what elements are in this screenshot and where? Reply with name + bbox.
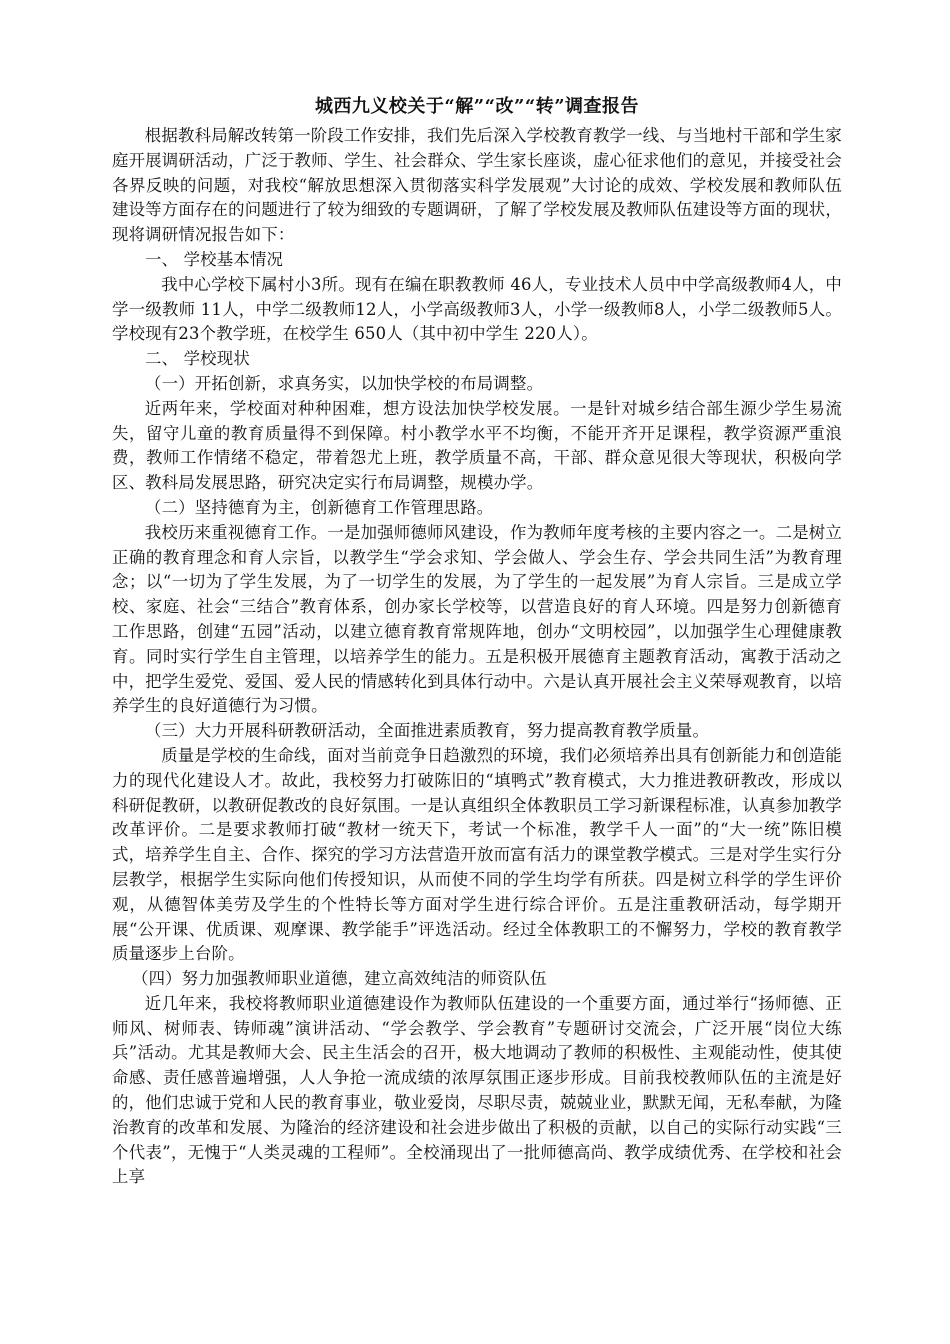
section-basic-info-body: 我中心学校下属村小3所。现有在编在职教教师 46人，专业技术人员中中学高级教师4人，中学一级教师 11人，中学二级教师12人，小学高级教师3人，小学一级教师8人，小学二级教师5人。学校现有23个教学班，在校学生 650人（其中初中学生 220人）。: [112, 274, 842, 344]
section-heading-current-status: 二、 学校现状: [145, 349, 250, 369]
subsection-heading-2: （二）坚持德育为主，创新德育工作管理思路。: [145, 497, 494, 517]
subsection-body-1: 近两年来，学校面对种种困难，想方设法加快学校发展。一是针对城乡结合部生源少学生易流失，留守儿童的教育质量得不到保障。村小教学水平不均衡，不能开齐开足课程，教学资源严重浪费，教师工作情绪不稳定，带着怨尤上班，教学质量不高，干部、群众意见很大等现状，积极向学区、教科局发展思路，研究决定实行布局调整，规模办学。: [112, 398, 842, 493]
subsection-heading-4: （四）努力加强教师职业道德，建立高效纯洁的师资队伍: [132, 969, 547, 989]
document-page: [112, 94, 842, 1190]
subsection-body-3: 质量是学校的生命线，面对当前竞争日趋激烈的环境，我们必须培养出具有创新能力和创造能力的现代化建设人才。故此，我校努力打破陈旧的“填鸭式”教育模式，大力推进教研教改，形成以科研促教研，以教研促教改的良好氛围。一是认真组织全体教职员工学习新课程标准，认真参加教学改革评价。二是要求教师打破“教材一统天下，考试一个标准，教学千人一面”的“大一统”陈旧模式，培养学生自主、合作、探究的学习方法营造开放而富有活力的课堂教学模式。三是对学生实行分层教学，根据学生实际向他们传授知识，从而使不同的学生均学有所获。四是树立科学的学生评价观，从德智体美劳及学生的个性特长等方面对学生进行综合评价。五是注重教研活动，每学期开展“公开课、优质课、观摩课、教学能手”评选活动。经过全体教职工的不懈努力，学校的教育教学质量逐步上台阶。: [112, 745, 842, 964]
document-title: 城西九义校关于“解”“改”“转”调查报告: [314, 96, 640, 117]
subsection-heading-1: （一）开拓创新，求真务实，以加快学校的布局调整。: [145, 373, 544, 393]
subsection-body-4: 近几年来，我校将教师职业道德建设作为教师队伍建设的一个重要方面，通过举行“扬师德、正师风、树师表、铸师魂”演讲活动、“学会教学、学会教育”专题研讨交流会，广泛开展“岗位大练兵”活动。尤其是教师大会、民主生活会的召开，极大地调动了教师的积极性、主观能动性，使其使命感、责任感普遍增强，人人争抢一流成绩的浓厚氛围正逐步形成。目前我校教师队伍的主流是好的，他们忠诚于党和人民的教育事业，敬业爱岗，尽职尽责，兢兢业业，默默无闻，无私奉献，为隆治教育的改革和发展、为隆治的经济建设和社会进步做出了积极的贡献，以自己的实际行动实践“三个代表”，无愧于“人类灵魂的工程师”。全校涌现出了一批师德高尚、教学成绩优秀、在学校和社会上享: [112, 993, 842, 1187]
section-heading-basic-info: 一、 学校基本情况: [145, 249, 284, 269]
subsection-heading-3: （三）大力开展科研教研活动，全面推进素质教育，努力提高教育教学质量。: [145, 721, 710, 741]
intro-paragraph: 根据教科局解改转第一阶段工作安排，我们先后深入学校教育教学一线、与当地村干部和学生家庭开展调研活动，广泛于教师、学生、社会群众、学生家长座谈，虚心征求他们的意见，并接受社会各界反映的问题，对我校“解放思想深入贯彻落实科学发展观”大讨论的成效、学校发展和教师队伍建设等方面存在的问题进行了较为细致的专题调研，了解了学校发展及教师队伍建设等方面的现状，现将调研情况报告如下：: [112, 126, 842, 245]
subsection-body-2: 我校历来重视德育工作。一是加强师德师风建设，作为教师年度考核的主要内容之一。二是树立正确的教育理念和育人宗旨，以教学生“学会求知、学会做人、学会生存、学会共同生活”为教育理念；以“一切为了学生发展，为了一切学生的发展，为了学生的一起发展”为育人宗旨。三是成立学校、家庭、社会“三结合”教育体系，创办家长学校等，以营造良好的育人环境。四是努力创新德育工作思路，创建“五园”活动，以建立德育教育常规阵地，创办“文明校园”，以加强学生心理健康教育。同时实行学生自主管理，以培养学生的能力。五是积极开展德育主题教育活动，寓教于活动之中，把学生爱党、爱国、爱人民的情感转化到具体行动中。六是认真开展社会主义荣辱观教育，以培养学生的良好道德行为习惯。: [112, 522, 842, 716]
